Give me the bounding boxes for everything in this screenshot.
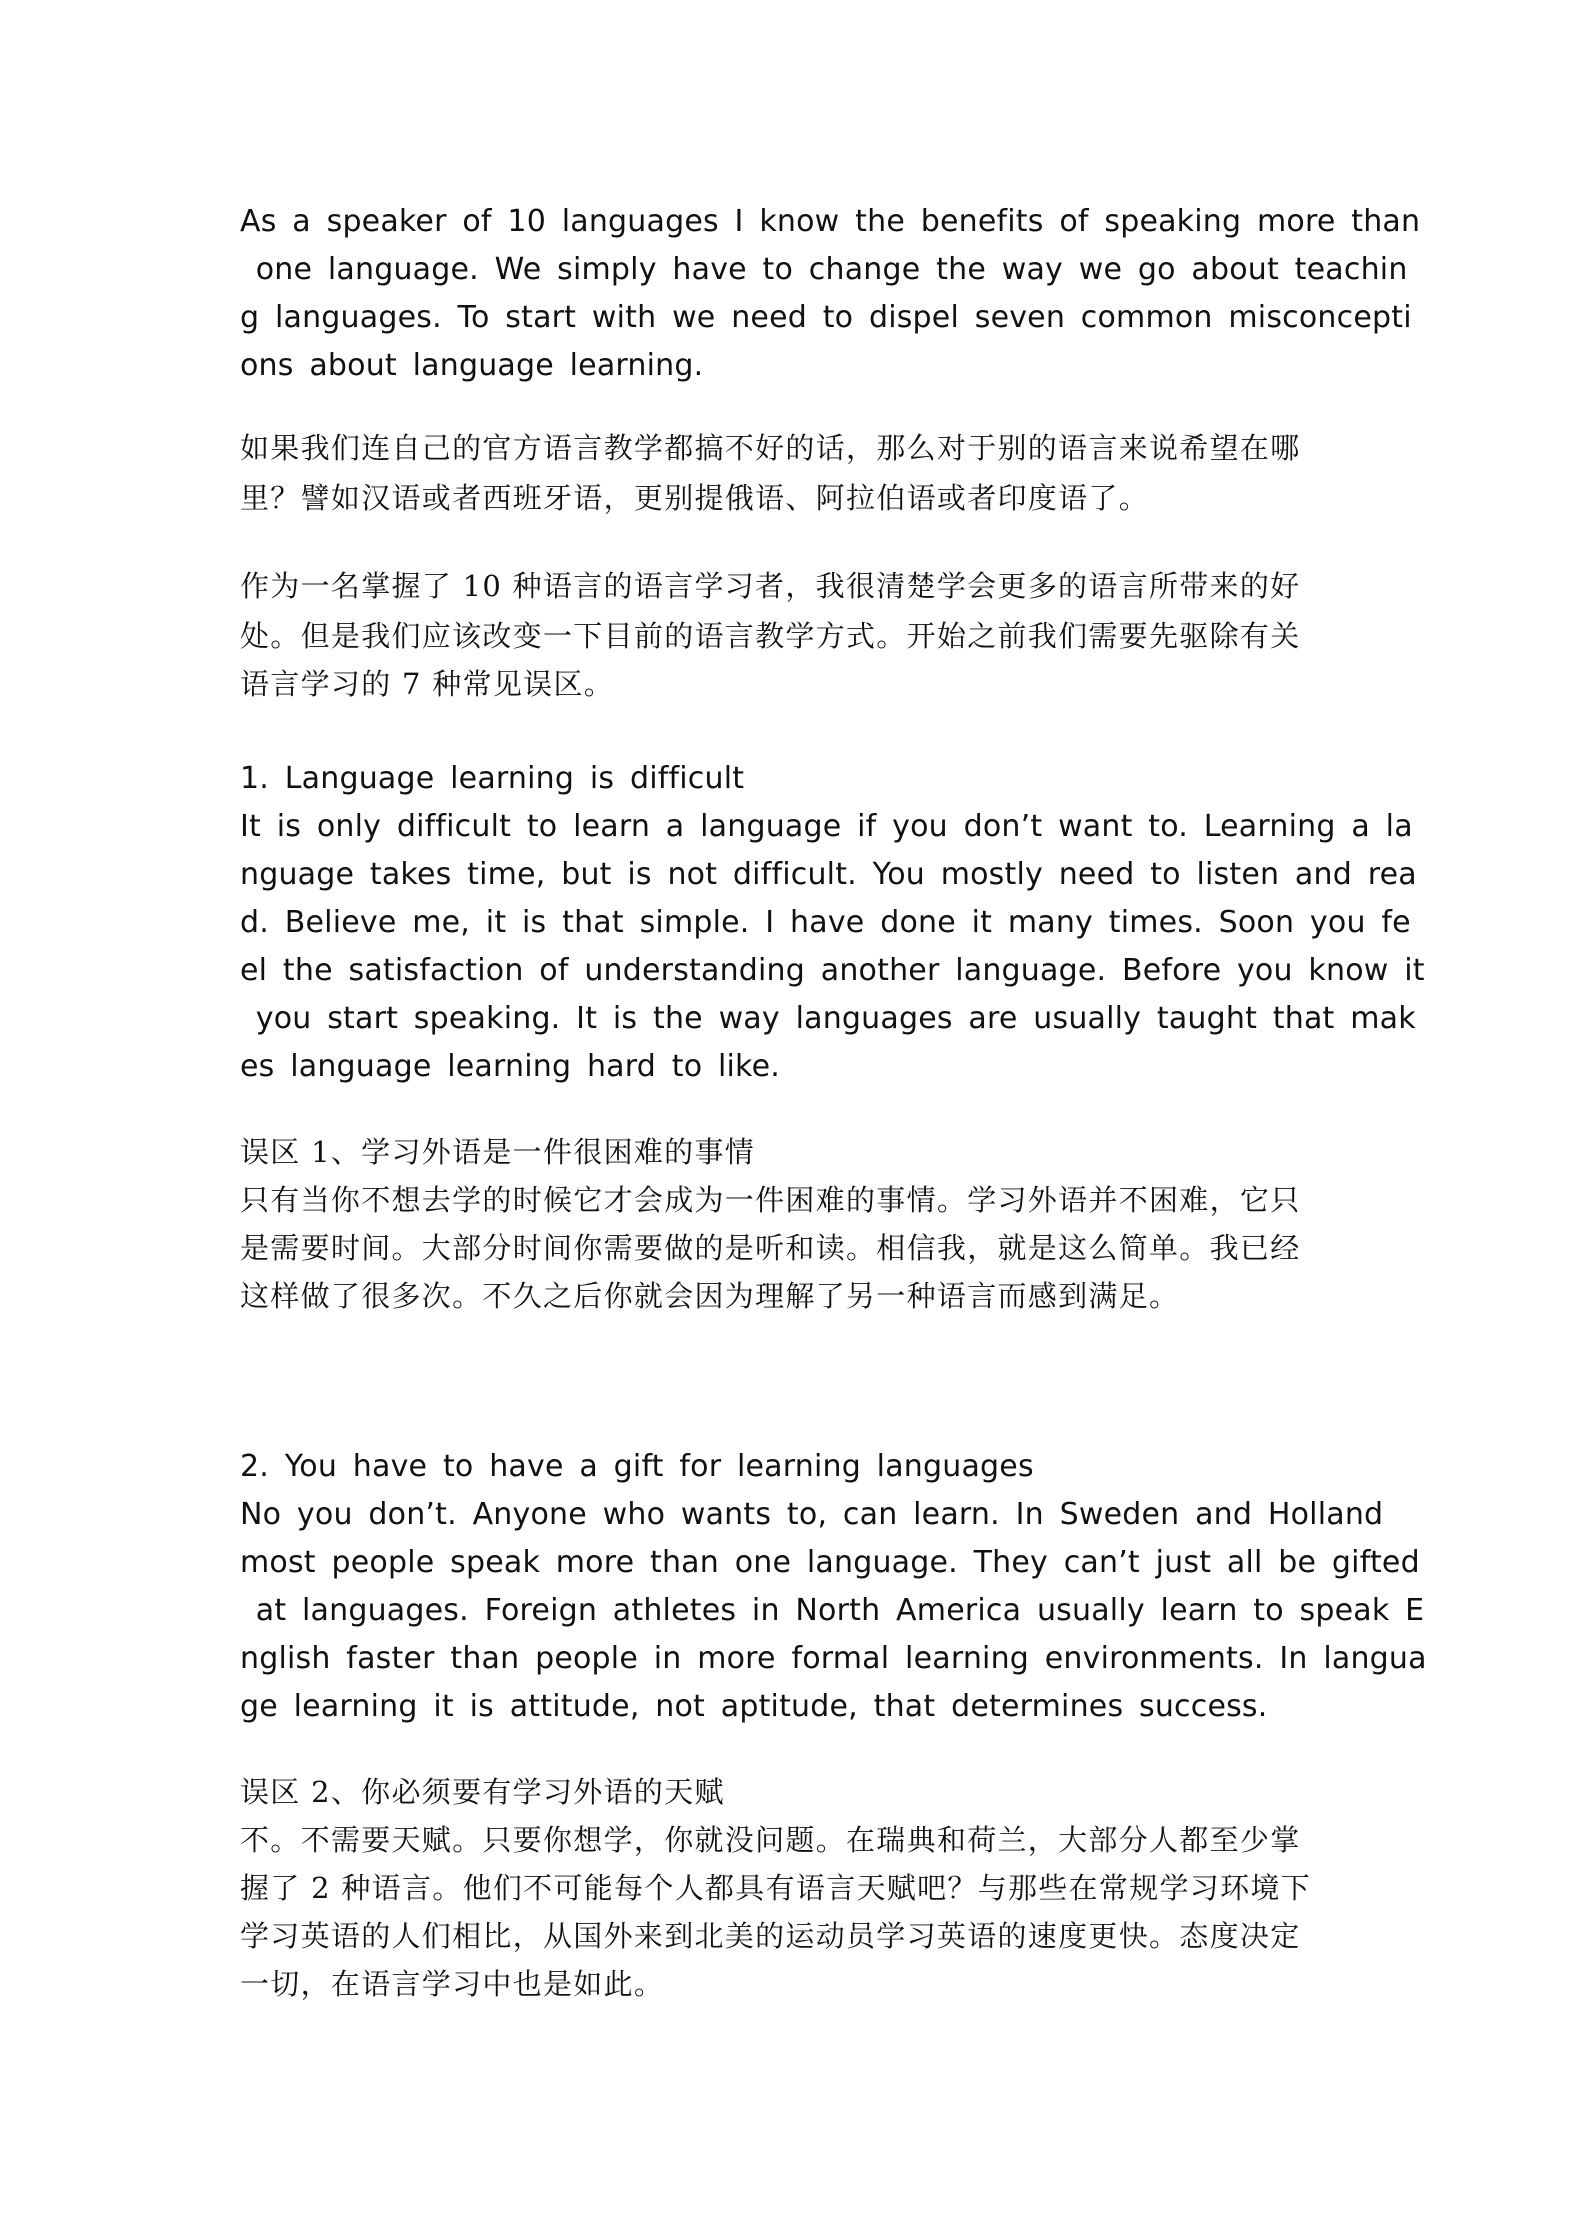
intro-zh1-line-2: 里？譬如汉语或者西班牙语，更别提俄语、阿拉伯语或者印度语了。 bbox=[240, 481, 1150, 515]
section2-heading-en: 2. You have to have a gift for learning languages bbox=[240, 1449, 1034, 1484]
section2-en-line-3: most people speak more than one language. They can’t just all be gifted bbox=[240, 1545, 1420, 1580]
intro-zh2-line-2: 处。但是我们应该改变一下目前的语言教学方式。开始之前我们需要先驱除有关 bbox=[240, 619, 1301, 653]
section1-zh-line-3: 是需要时间。大部分时间你需要做的是听和读。相信我，就是这么简单。我已经 bbox=[240, 1231, 1301, 1265]
intro-zh2-line-1: 作为一名掌握了 10 种语言的语言学习者，我很清楚学会更多的语言所带来的好 bbox=[240, 569, 1301, 603]
section1-en-line-3: nguage takes time, but is not difficult. You mostly need to listen and rea bbox=[240, 857, 1417, 892]
section1-en-line-6: you start speaking. It is the way languages are usually taught that mak bbox=[240, 1001, 1416, 1036]
section1-heading-zh: 误区 1、学习外语是一件很困难的事情 bbox=[240, 1135, 756, 1169]
section2-zh-line-5: 一切，在语言学习中也是如此。 bbox=[240, 1967, 665, 2001]
section1-zh-line-4: 这样做了很多次。不久之后你就会因为理解了另一种语言而感到满足。 bbox=[240, 1279, 1180, 1313]
section1-en-line-5: el the satisfaction of understanding another language. Before you know it bbox=[240, 953, 1425, 988]
section2-en-line-4: at languages. Foreign athletes in North America usually learn to speak E bbox=[240, 1593, 1425, 1628]
section2-en-line-5: nglish faster than people in more formal learning environments. In langua bbox=[240, 1641, 1427, 1676]
section2-en-line-6: ge learning it is attitude, not aptitude, that determines success. bbox=[240, 1689, 1268, 1724]
section1-zh-line-2: 只有当你不想去学的时候它才会成为一件困难的事情。学习外语并不困难，它只 bbox=[240, 1183, 1301, 1217]
intro-en-line-2: one language. We simply have to change the way we go about teachin bbox=[240, 252, 1408, 287]
intro-zh1-line-1: 如果我们连自己的官方语言教学都搞不好的话，那么对于别的语言来说希望在哪 bbox=[240, 431, 1301, 465]
intro-en-line-4: ons about language learning. bbox=[240, 348, 704, 383]
section1-en-line-2: It is only difficult to learn a language if you don’t want to. Learning a la bbox=[240, 809, 1413, 844]
section1-en-line-4: d. Believe me, it is that simple. I have done it many times. Soon you fe bbox=[240, 905, 1411, 940]
intro-en-line-3: g languages. To start with we need to dispel seven common misconcepti bbox=[240, 300, 1412, 335]
section1-heading-en: 1. Language learning is difficult bbox=[240, 761, 745, 796]
section2-heading-zh: 误区 2、你必须要有学习外语的天赋 bbox=[240, 1775, 725, 1809]
section1-en-line-7: es language learning hard to like. bbox=[240, 1049, 780, 1084]
intro-zh2-line-3: 语言学习的 7 种常见误区。 bbox=[240, 667, 615, 701]
section2-zh-line-3: 握了 2 种语言。他们不可能每个人都具有语言天赋吧？与那些在常规学习环境下 bbox=[240, 1871, 1311, 1905]
section2-en-line-2: No you don’t. Anyone who wants to, can learn. In Sweden and Holland bbox=[240, 1497, 1384, 1532]
section2-zh-line-2: 不。不需要天赋。只要你想学，你就没问题。在瑞典和荷兰，大部分人都至少掌 bbox=[240, 1823, 1301, 1857]
section2-zh-line-4: 学习英语的人们相比，从国外来到北美的运动员学习英语的速度更快。态度决定 bbox=[240, 1919, 1301, 1953]
intro-en-line-1: As a speaker of 10 languages I know the benefits of speaking more than bbox=[240, 204, 1421, 239]
